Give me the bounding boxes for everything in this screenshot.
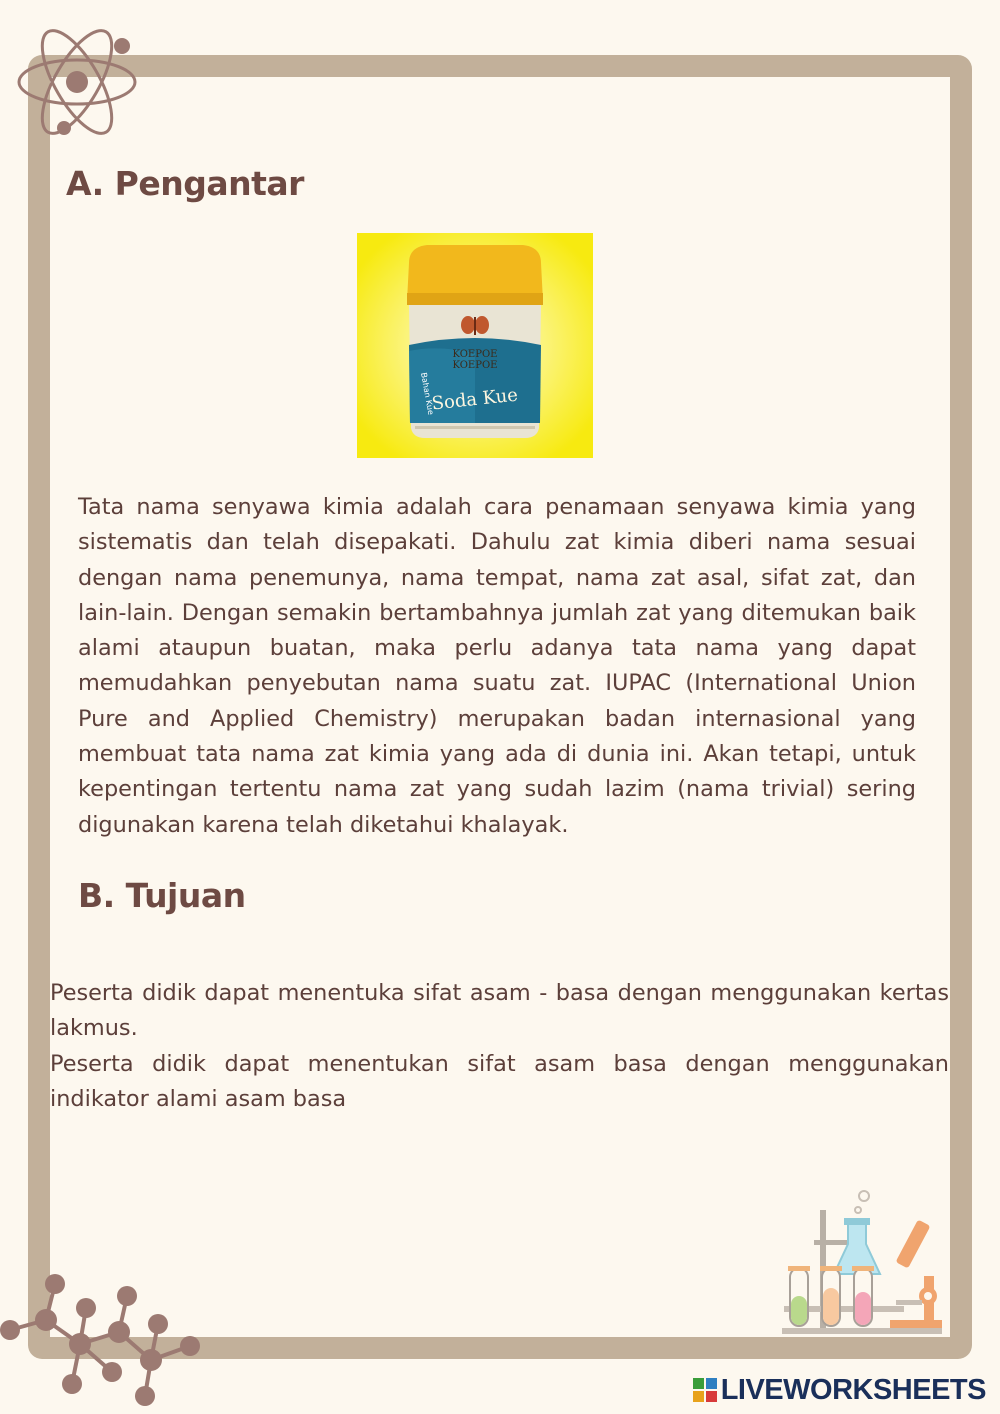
molecule-icon	[0, 1268, 210, 1414]
product-brand-line2: KOEPOE	[452, 360, 498, 371]
soda-kue-product-image	[357, 233, 593, 458]
product-name-text: Soda Kue	[430, 384, 519, 415]
liveworksheets-brand-text: LIVEWORKSHEETS	[720, 1373, 986, 1406]
goals-list	[50, 976, 949, 1117]
section-heading-pengantar: A. Pengantar	[66, 164, 304, 203]
section-heading-tujuan: B. Tujuan	[78, 876, 246, 915]
lab-equipment-icon	[778, 1188, 948, 1338]
product-brand-line1: KOEPOE	[452, 349, 498, 360]
liveworksheets-logo-icon	[693, 1378, 717, 1402]
goal-item: Peserta didik dapat menentuka sifat asam - basa dengan menggunakan kertas lakmus.	[50, 980, 949, 1042]
atom-icon	[12, 22, 142, 142]
intro-paragraph: Tata nama senyawa kimia adalah cara penamaan senyawa kimia yang sistematis dan telah disepakati. Dahulu zat kimia diberi nama sesuai dengan nama penemunya, nama tempat, nama zat asal, sifat zat, dan lain-lain. Dengan semakin bertambahnya jumlah zat yang ditemukan baik alami ataupun buatan, maka perlu adanya tata nama yang dapat memudahkan penyebutan nama suatu zat. IUPAC (International Union Pure and Applied Chemistry) merupakan badan internasional yang membuat tata nama zat kimia yang ada di dunia ini. Akan tetapi, untuk kepentingan tertentu nama zat yang sudah lazim (nama trivial) sering digunakan karena telah diketahui khalayak.	[78, 494, 916, 838]
liveworksheets-brand	[693, 1374, 986, 1406]
goal-item: Peserta didik dapat menentukan sifat asam basa dengan menggunakan indikator alami asam basa	[50, 1050, 949, 1112]
product-side-label: Bahan Kue	[419, 371, 436, 416]
